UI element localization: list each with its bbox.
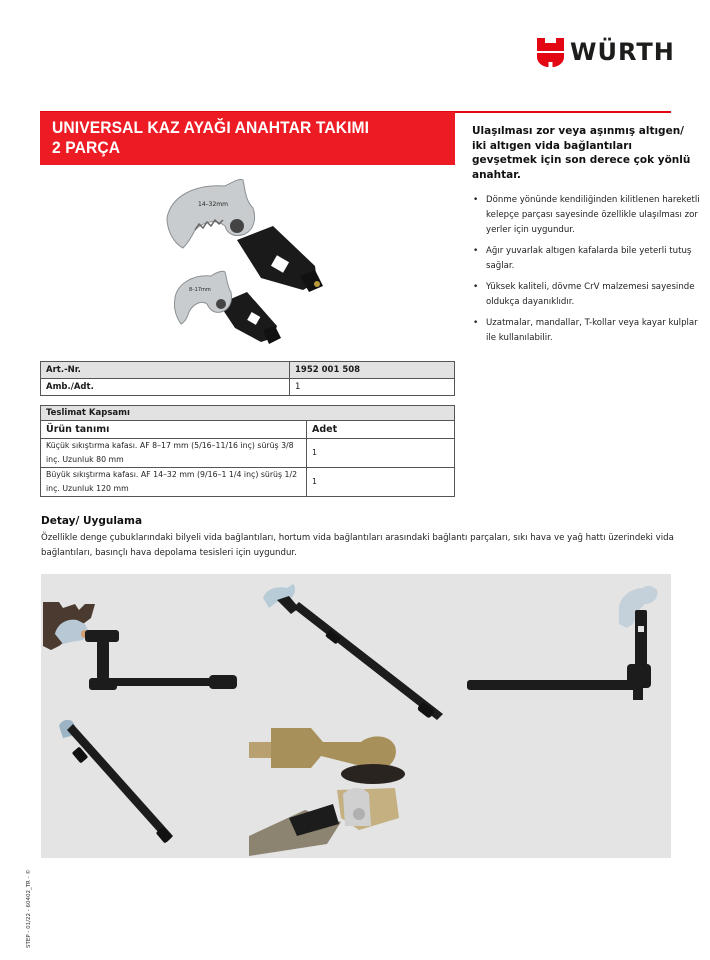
feature-item [472,193,702,238]
bullet-icon: • [473,318,479,328]
item-quantity: 1 [307,468,455,497]
product-subtitle: 2 PARÇA [52,138,121,157]
large-size-label: 14–32mm [198,201,228,208]
item-description: Büyük sıkıştırma kafası. AF 14–32 mm (9/16–1 1/4 inç) sürüş 1/2 inç. Uzunluk 120 mm [41,468,307,497]
feature-text: Uzatmalar, mandallar, T-kollar veya kayar kulplar ile kullanılabilir. [486,318,698,343]
bullet-icon: • [473,195,479,205]
application-photo-panel [41,574,671,858]
detail-text: Özellikle denge çubuklarındaki bilyeli vida bağlantıları, hortum vida bağlantıları arasındaki bağlantı parçaları, sıkı hava ve yağ hattı üzerindeki vida bağlantıları, basınçlı hava depolama tesisleri için uygundur. [41,533,674,558]
feature-item [472,244,702,274]
column-header-description: Ürün tanımı [41,421,307,439]
application-photos [41,574,671,858]
column-header-quantity: Adet [307,421,455,439]
item-description: Küçük sıkıştırma kafası. AF 8–17 mm (5/16–11/16 inç) sürüş 3/8 inç. Uzunluk 80 mm [41,439,307,468]
wrench-with-long-extension-photo [263,584,443,720]
feature-text: Yüksek kaliteli, dövme CrV malzemesi sayesinde oldukça dayanıklıdır. [486,282,695,307]
feature-item [472,280,702,310]
article-table [40,361,455,396]
intro-text: Ulaşılması zor veya aşınmış altıgen/ iki altıgen vida bağlantıları gevşetmek için son derece çok yönlü anahtar. [472,125,691,181]
wrench-set-illustration [165,178,345,348]
feature-text: Dönme yönünde kendiliğinden kilitlenen hareketli kelepçe parçası sayesinde özellikle ulaşılması zor yerler için uygundur. [486,195,700,235]
title-banner [40,112,455,165]
table-row [41,362,455,379]
table-header-row [41,421,455,439]
table-row [41,439,455,468]
feature-text: Ağır yuvarlak altıgen kafalarda bile yeterli tutuş sağlar. [486,246,692,271]
delivery-table [40,405,455,497]
package-qty-value: 1 [290,379,455,396]
brand-name: WÜRTH [570,38,675,66]
wurth-shield-icon [537,38,564,67]
detail-heading: Detay/ Uygulama [41,515,143,527]
feature-list [472,193,702,352]
small-size-label: 8–17mm [189,287,211,293]
wrench-diagonal-extension-photo [59,720,173,844]
wrench-on-ratchet-extension-photo [43,602,237,690]
article-number-label: Art.-Nr. [41,362,290,379]
article-number-value: 1952 001 508 [290,362,455,379]
table-caption-row [41,406,455,421]
table-row [41,468,455,497]
bullet-icon: • [473,246,479,256]
table-row [41,379,455,396]
wrench-on-ball-joint-photo [249,728,405,856]
product-image [165,178,345,348]
item-quantity: 1 [307,439,455,468]
product-title: UNIVERSAL KAZ AYAĞI ANAHTAR TAKIMI [52,118,370,137]
bullet-icon: • [473,282,479,292]
wurth-logo [537,37,675,67]
delivery-table-caption: Teslimat Kapsamı [41,406,455,421]
package-qty-label: Amb./Adt. [41,379,290,396]
wrench-with-t-handle-photo [467,586,657,700]
document-code: STEP - 01/22 - 60402_TR - © [26,869,32,948]
feature-item [472,316,702,346]
